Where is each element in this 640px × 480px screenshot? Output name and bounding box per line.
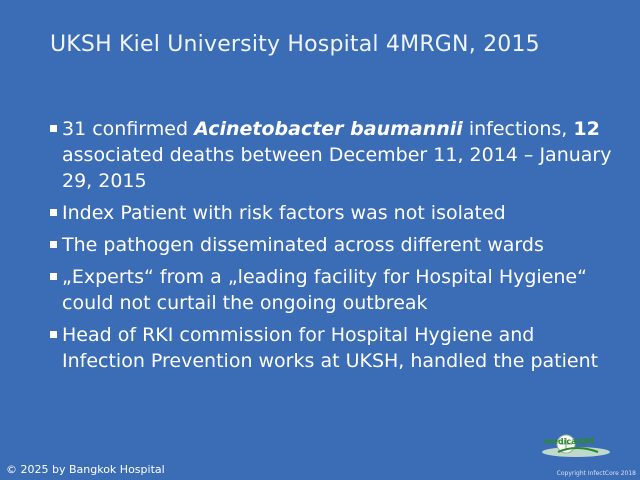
bullet-text: The pathogen disseminated across different wards — [62, 234, 544, 256]
bullet-square-icon — [50, 331, 57, 338]
bullet-item — [48, 116, 618, 194]
bullet-square-icon — [50, 125, 57, 132]
bullet-square-icon — [50, 273, 57, 280]
logo-text: medicalQM — [544, 437, 594, 446]
copyright-left: © 2025 by Bangkok Hospital — [6, 463, 165, 476]
bullet-text: Head of RKI commission for Hospital Hygiene and Infection Prevention works at UKSH, handled the patient — [62, 324, 599, 372]
bullet-square-icon — [50, 241, 57, 248]
bullet-square-icon — [50, 209, 57, 216]
medicalqm-logo-icon — [536, 430, 626, 462]
bullet-text: Index Patient with risk factors was not isolated — [62, 202, 506, 224]
bullet-item — [48, 200, 618, 226]
bullet-text: 12 — [573, 118, 600, 140]
slide-title: UKSH Kiel University Hospital 4MRGN, 2015 — [50, 32, 540, 57]
bullet-item — [48, 322, 618, 374]
bullet-list — [48, 116, 618, 380]
bullet-text: infections, — [462, 118, 574, 140]
copyright-right: Copyright InfectCore 2018 — [556, 470, 636, 477]
bullet-text: associated deaths between December 11, 2014 – January 29, 2015 — [62, 144, 612, 192]
bullet-text: 31 confirmed — [62, 118, 195, 140]
bullet-text: Acinetobacter baumannii — [194, 118, 463, 140]
bullet-item — [48, 264, 618, 316]
bullet-item — [48, 232, 618, 258]
bullet-text: „Experts“ from a „leading facility for Hospital Hygiene“ could not curtail the ongoing outbreak — [62, 266, 587, 314]
